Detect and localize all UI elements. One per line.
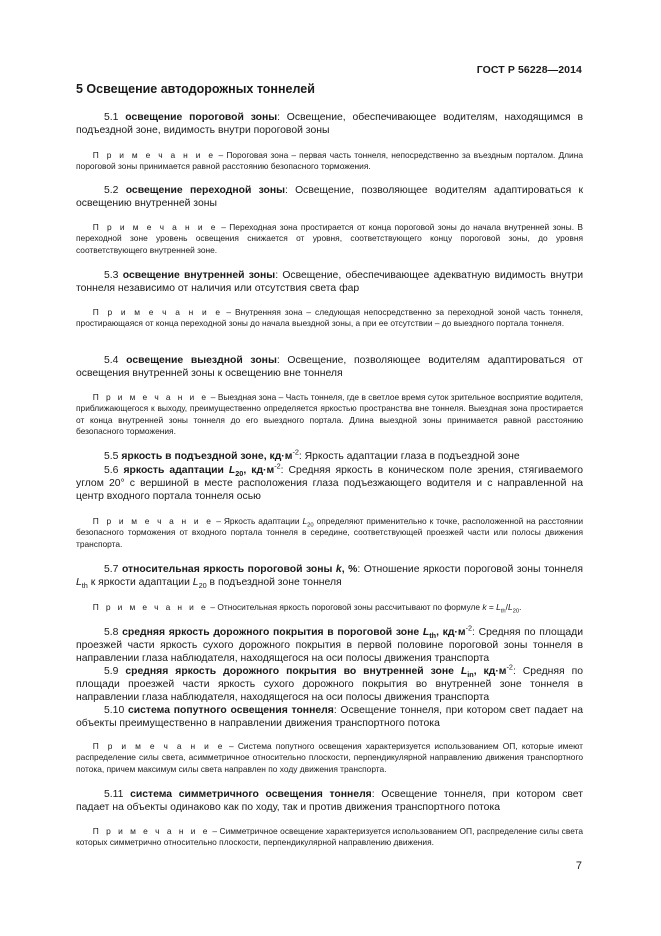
document-code-header: ГОСТ Р 56228—2014 [476,64,582,76]
note-text: – Выездная зона – Часть тоннеля, где в светлое время суток зрительное восприятие водителя, приближающегося к выходу, преимущественно определяется яркостью пространства вне тоннеля. Выездная зона простирается от конца внутренней зоны тоннеля до его выездного портала. Длина выездной зоны принимается равной расстоянию безопасного торможения. [76,392,583,437]
clause-unit: , кд·м [436,627,466,638]
clause-definition: : Средняя по площади проезжей части яркость сухого дорожного покрытия в первой половине пороговой зоны тоннеля в направлении глаза наблюдателя, находящегося на оси полосы движения транспорта [76,627,584,665]
note-label: П р и м е ч а н и е [92,826,210,836]
note-5-3 [76,307,583,330]
note-text: – Система попутного освещения характеризуется использованием ОП, которые имеют распределение силы света, асимметричное относительно плоскости, перпендикулярной направлению движения транспортного потока, причем максимум силы света направлен по ходу движения транспорта. [76,741,584,774]
note-text: – Пороговая зона – первая часть тоннеля, непосредственно за въездным порталом. Длина пороговой зоны принимается равной расстоянию безопасного торможения. [76,150,584,172]
note-text: – Переходная зона простирается от конца пороговой зоны до начала внутренней зоны. В переходной зоне уровень освещения снижается от уровня, соответствующего концу пороговой зоны, до уровня соответствующего внутренней зоне. [76,222,584,255]
note-label: П р и м е ч а н и е [92,222,218,232]
section-title: 5 Освещение автодорожных тоннелей [76,82,315,96]
symbol-subscript: 20 [235,469,244,479]
unit-exponent: -2 [506,662,513,672]
note-label: П р и м е ч а н и е [92,307,223,317]
page-number: 7 [575,860,582,872]
symbol-subscript: th [429,631,437,641]
clause-term: средняя яркость дорожного покрытия во внутренней зоне [125,666,461,677]
note-5-4 [76,392,583,438]
clause-unit: , кд·м [263,451,293,462]
symbol: L [302,516,308,526]
clause-number: 5.10 [104,705,125,716]
symbol: L [422,627,430,638]
clause-definition: : Освещение, обеспечивающее адекватную видимость внутри тоннеля независимо от наличия или отсутствия света фар [76,270,584,295]
clause-term: система симметричного освещения тоннеля [130,789,372,800]
note-5-2 [76,222,583,256]
symbol: k [335,564,342,575]
clause-term: относительная яркость пороговой зоны [121,564,336,575]
note-5-1 [76,150,583,173]
unit-exponent: -2 [274,461,281,471]
clause-number: 5.9 [104,666,119,677]
clause-5-9 [76,662,584,705]
note-5-6: П р и м е ч а н и е – Яркость адаптации $L_{20}$ определяют применительно к точке, расположенной на расстоянии безопасного торможения от входного портала тоннеля в середине, соответствующей проезжей части или полосы движения транспорта. [76,516,584,549]
note-label: П р и м е ч а н и е [92,741,225,751]
clause-definition: : Освещение тоннеля, при котором свет падает на объекты преимущественно в направлении движения транспортного потока [76,705,583,730]
clause-number: 5.11 [104,789,124,800]
clause-5-5 [76,447,583,463]
clause-5-2 [76,184,583,210]
clause-term: освещение переходной зоны [125,185,285,196]
note-5-7: П р и м е ч а н и е – Относительная яркость пороговой зоны рассчитывают по формуле $k = L_{th}/L_{20}$. [92,602,522,615]
clause-term: освещение пороговой зоны [125,112,278,123]
clause-term: яркость адаптации [123,465,229,476]
clause-unit: , кд·м [243,465,275,476]
clause-term: освещение выездной зоны [126,355,277,366]
clause-term: система попутного освещения тоннеля [127,705,334,716]
clause-definition: : Освещение, обеспечивающее водителям, находящимся в подъездной зоне, видимость внутри пороговой зоны [76,112,584,137]
symbol: L [460,666,468,677]
symbol-subscript: 20 [307,522,314,529]
clause-definition: : Освещение тоннеля, при котором свет падает на объекты одинаково как по ходу, так и против движения транспортного потока [76,789,583,814]
clause-number: 5.6 [104,465,119,476]
symbol-subscript: in [467,670,474,680]
clause-5-1 [76,111,583,137]
clause-number: 5.8 [104,627,119,638]
clause-definition: : Яркость адаптации глаза в подъездной зоне [298,451,520,462]
clause-number: 5.1 [104,112,119,123]
note-label: П р и м е ч а н и е [92,516,214,526]
clause-definition: : Освещение, позволяющее водителям адаптироваться от освещения внутренней зоны к освещению вне тоннеля [76,355,583,380]
symbol: L [228,465,236,476]
note-5-10 [76,741,583,775]
clause-definition: : Освещение, позволяющее водителям адаптироваться к освещению внутренней зоны [76,185,583,210]
clause-number: 5.7 [104,564,119,575]
note-text: – Симметричное освещение характеризуется использованием ОП, распределение силы света которых симметрично относительно плоскости, перпендикулярной направлению движения. [76,826,584,848]
clause-unit: , % [341,564,358,575]
unit-exponent: -2 [292,447,299,457]
clause-term: яркость в подъездной зоне [121,451,264,462]
clause-5-8 [76,623,584,666]
note-label: П р и м е ч а н и е [92,602,209,612]
clause-number: 5.3 [104,270,119,281]
note-label: П р и м е ч а н и е [92,150,216,160]
clause-5-10 [76,704,583,730]
clause-number: 5.5 [104,451,119,462]
clause-definition: : Средняя по площади проезжей части яркость сухого дорожного покрытия во внутренней зоне тоннеля в направлении глаза наблюдателя, находящегося на оси полосы движения транспорта [76,666,584,704]
clause-5-3 [76,269,583,295]
clause-term: освещение внутренней зоны [122,270,276,281]
clause-unit: , кд·м [473,666,507,677]
clause-5-6 [76,461,583,504]
unit-exponent: -2 [465,623,473,633]
clause-5-4 [76,354,583,380]
clause-number: 5.2 [104,185,119,196]
clause-5-11 [76,788,583,814]
note-5-11 [76,826,583,849]
note-label: П р и м е ч а н и е [92,392,209,402]
clause-number: 5.4 [104,355,119,366]
clause-definition: : Средняя яркость в коническом поле зрения, стягиваемого углом 20° с вершиной в месте расположения глаза подъезжающего водителя и с направленной на центр входного портала тоннеля осью [76,465,583,503]
clause-term: средняя яркость дорожного покрытия в пороговой зоне [122,627,423,638]
clause-5-7: 5.7 относительная яркость пороговой зоны k, %: Отношение яркости пороговой зоны тоннеля $L_{th}$ к яркости адаптации $L_{20}$ в подъездной зоне тоннеля [76,564,584,591]
note-text: – Внутренняя зона – следующая непосредственно за переходной зоной часть тоннеля, простирающаяся от конца переходной зоны до начала выездной зоны, а при ее отсутствии – до выездного портала тоннеля. [76,307,583,329]
